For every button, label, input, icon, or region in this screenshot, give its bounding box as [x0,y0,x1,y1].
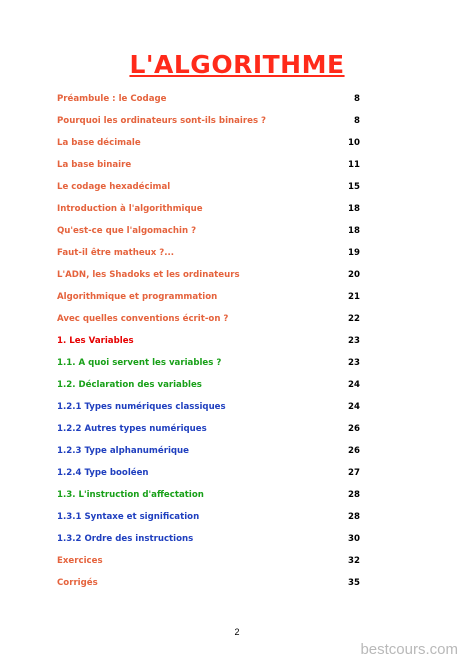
toc-entry-label: Introduction à l'algorithmique [57,204,203,214]
toc-entry[interactable] [57,532,360,546]
toc-entry-page: 15 [348,182,360,192]
toc-entry-page: 24 [348,402,360,412]
toc-entry-page: 8 [354,94,360,104]
toc-entry-page: 23 [348,358,360,368]
toc-entry-page: 32 [348,556,360,566]
toc-entry-page: 24 [348,380,360,390]
toc-entry[interactable] [57,510,360,524]
toc-entry-page: 28 [348,512,360,522]
toc-entry[interactable] [57,92,360,106]
toc-entry-label: Pourquoi les ordinateurs sont-ils binaires ? [57,116,267,126]
page-number: 2 [234,627,240,637]
toc-entry-page: 27 [348,468,360,478]
toc-entry-page: 22 [348,314,360,324]
toc-entry[interactable] [57,444,360,458]
toc-entry-label: La base binaire [57,160,132,170]
toc-entry-label: 1. Les Variables [57,336,134,346]
toc-entry[interactable] [57,334,360,348]
toc-entry[interactable] [57,224,360,238]
toc-entry-page: 8 [354,116,360,126]
toc-entry-label: 1.2.1 Types numériques classiques [57,402,226,412]
toc-entry-page: 11 [348,160,360,170]
toc-entry-page: 10 [348,138,360,148]
toc-entry[interactable] [57,312,360,326]
watermark: bestcours.com [360,641,458,658]
toc-entry[interactable] [57,180,360,194]
toc-entry-label: Exercices [57,556,103,566]
toc-entry-label: Le codage hexadécimal [57,182,171,192]
toc-entry-page: 23 [348,336,360,346]
toc-entry-page: 18 [348,226,360,236]
toc-entry[interactable] [57,576,360,590]
toc-entry[interactable] [57,136,360,150]
toc-entry-page: 30 [348,534,360,544]
toc-entry-page: 21 [348,292,360,302]
toc-entry[interactable] [57,422,360,436]
toc-entry-label: 1.2.3 Type alphanumérique [57,446,189,456]
toc-entry[interactable] [57,400,360,414]
toc-entry[interactable] [57,378,360,392]
toc-entry-label: Préambule : le Codage [57,94,167,104]
toc-entry-label: 1.2.2 Autres types numériques [57,424,207,434]
toc-entry[interactable] [57,202,360,216]
toc-entry-label: Corrigés [57,578,98,588]
toc-entry[interactable] [57,356,360,370]
toc-entry-label: 1.3.2 Ordre des instructions [57,534,194,544]
toc-entry-label: 1.1. A quoi servent les variables ? [57,358,222,368]
toc-entry[interactable] [57,290,360,304]
toc-entry[interactable] [57,246,360,260]
toc-entry-page: 18 [348,204,360,214]
toc-entry-page: 26 [348,446,360,456]
toc-entry-label: Qu'est-ce que l'algomachin ? [57,226,197,236]
toc-entry[interactable] [57,488,360,502]
toc-entry-label: 1.2. Déclaration des variables [57,380,202,390]
toc-entry[interactable] [57,554,360,568]
toc-entry-page: 26 [348,424,360,434]
toc-entry-label: 1.3.1 Syntaxe et signification [57,512,200,522]
toc-entry-page: 20 [348,270,360,280]
toc-entry-page: 28 [348,490,360,500]
toc-entry[interactable] [57,268,360,282]
toc-entry-page: 19 [348,248,360,258]
toc-entry[interactable] [57,466,360,480]
toc-entry-label: 1.3. L'instruction d'affectation [57,490,204,500]
toc-entry[interactable] [57,114,360,128]
toc-entry-page: 35 [348,578,360,588]
toc-entry[interactable] [57,158,360,172]
document-title: L'ALGORITHME [129,50,345,79]
toc-entry-label: L'ADN, les Shadoks et les ordinateurs [57,270,240,280]
toc-entry-label: 1.2.4 Type booléen [57,468,149,478]
toc-entry-label: Algorithmique et programmation [57,292,218,302]
toc-entry-label: Faut-il être matheux ?... [57,248,175,258]
toc-entry-label: La base décimale [57,138,141,148]
toc-entry-label: Avec quelles conventions écrit-on ? [57,314,229,324]
